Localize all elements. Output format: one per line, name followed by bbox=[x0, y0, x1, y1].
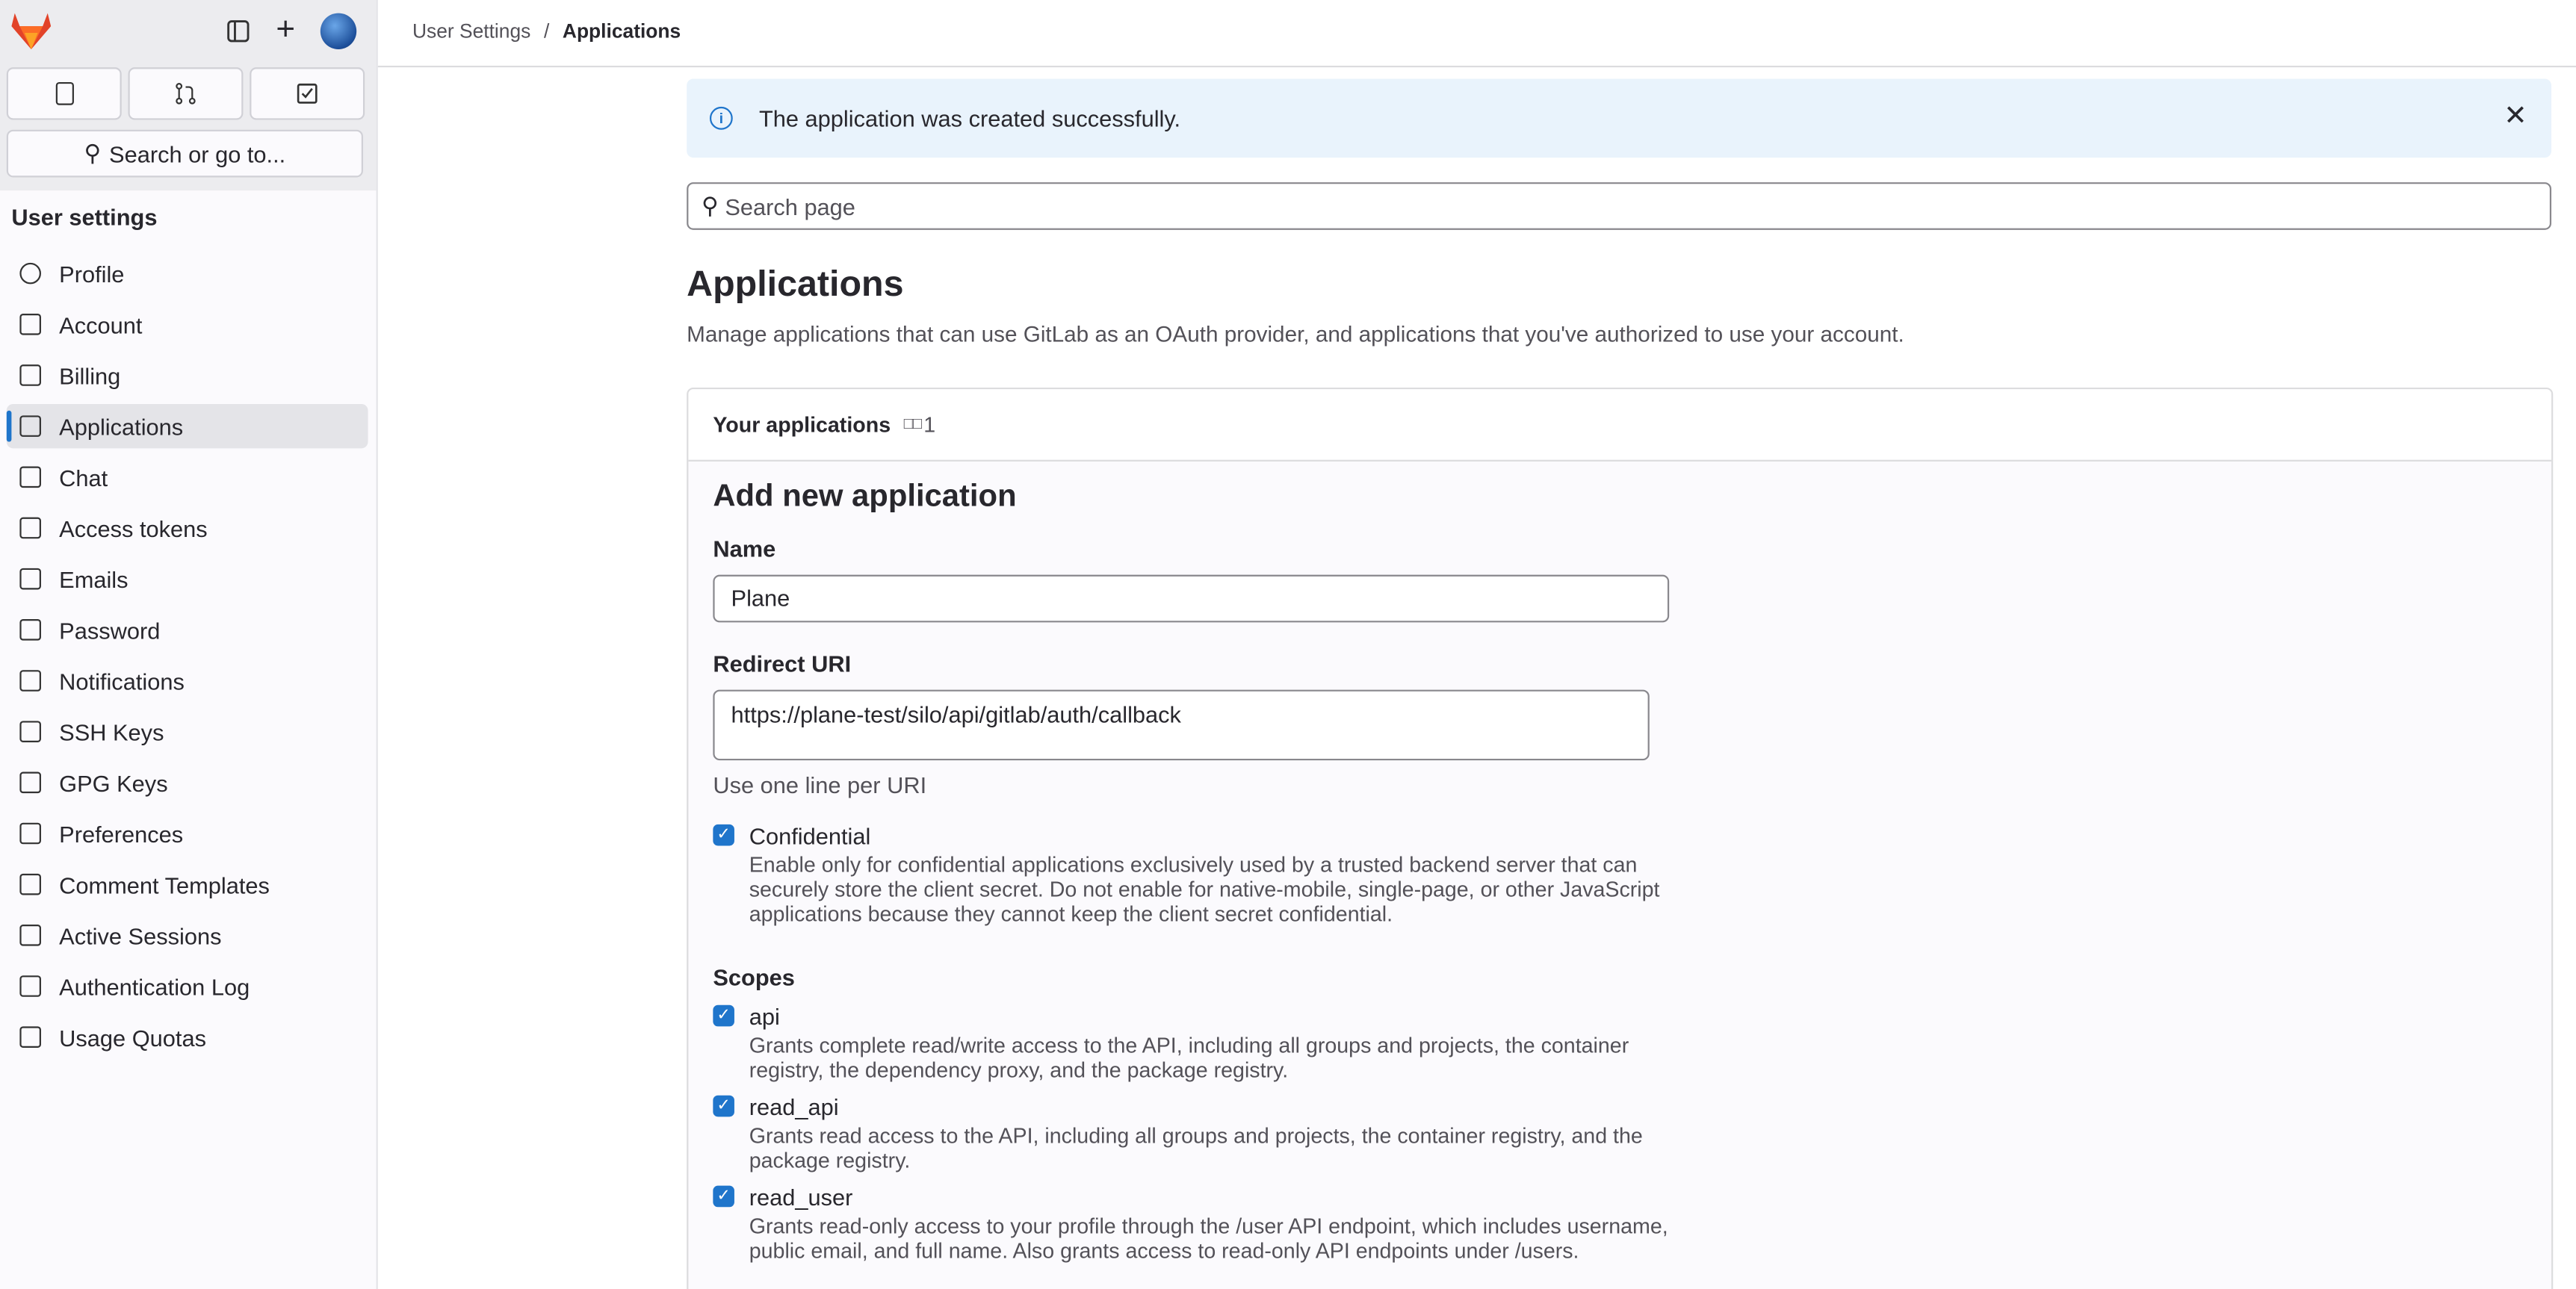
page-description: Manage applications that can use GitLab as an OAuth provider, and applications that you've authorized to use your account. bbox=[687, 322, 1904, 347]
sidebar bbox=[0, 0, 378, 1289]
page-search-input[interactable] bbox=[687, 182, 2551, 230]
sidebar-item-chat[interactable] bbox=[7, 455, 368, 499]
plus-icon[interactable]: + bbox=[276, 11, 296, 48]
sidebar-item-label: Applications bbox=[59, 413, 184, 440]
scope-description: Grants complete read/write access to the API, including all groups and projects, the container registry, the dependency proxy, and the package registry. bbox=[749, 1033, 1629, 1083]
breadcrumb bbox=[412, 19, 681, 43]
sidebar-item-label: Password bbox=[59, 616, 161, 643]
todo-icon bbox=[296, 82, 319, 105]
redirect-uri-textarea[interactable]: https://plane-test/silo/api/gitlab/auth/callback bbox=[713, 690, 1649, 761]
billing-icon bbox=[16, 362, 43, 388]
sidebar-item-label: Billing bbox=[59, 361, 121, 389]
applications-card bbox=[687, 388, 2553, 1289]
top-bar bbox=[378, 0, 2576, 67]
lock-icon bbox=[16, 617, 43, 643]
scope-api-checkbox[interactable] bbox=[713, 1005, 734, 1027]
preferences-icon bbox=[16, 820, 43, 846]
check-icon: ✓ bbox=[716, 1187, 731, 1206]
sidebar-item-label: Active Sessions bbox=[59, 922, 222, 948]
sidebar-item-password[interactable] bbox=[7, 608, 368, 652]
sidebar-item-label: Authentication Log bbox=[59, 972, 250, 1000]
sidebar-item-notifications[interactable] bbox=[7, 659, 368, 703]
confidential-label: Confidential bbox=[749, 822, 871, 849]
info-icon: i bbox=[710, 107, 733, 130]
sidebar-item-label: Chat bbox=[59, 464, 108, 491]
global-search-button[interactable]: ⚲ Search or go to... bbox=[7, 130, 363, 178]
scopes-label: Scopes bbox=[713, 963, 795, 990]
bell-icon bbox=[16, 668, 43, 694]
sidebar-item-label: GPG Keys bbox=[59, 769, 168, 796]
card-title: Your applications bbox=[713, 411, 891, 437]
breadcrumb-separator: / bbox=[543, 19, 550, 43]
sidebar-item-ssh-keys[interactable] bbox=[7, 709, 368, 754]
token-icon bbox=[16, 515, 43, 541]
key-icon bbox=[16, 718, 43, 745]
sidebar-toggle-icon[interactable] bbox=[226, 19, 250, 43]
alert-message: The application was created successfully. bbox=[758, 105, 1181, 131]
scope-read_user-checkbox[interactable] bbox=[713, 1186, 734, 1208]
page-title: Applications bbox=[687, 262, 904, 304]
sidebar-item-label: Account bbox=[59, 311, 143, 338]
applications-icon: □□ bbox=[903, 415, 920, 434]
form-title: Add new application bbox=[713, 479, 1017, 515]
breadcrumb-parent[interactable]: User Settings bbox=[412, 19, 531, 43]
sidebar-item-label: Access tokens bbox=[59, 515, 208, 541]
applications-icon bbox=[16, 413, 43, 439]
sidebar-item-access-tokens[interactable] bbox=[7, 506, 368, 550]
check-icon: ✓ bbox=[716, 1006, 731, 1025]
confidential-description: Enable only for confidential applications exclusively used by a trusted backend server that can securely store the client secret. Do not enable for native-mobile, single-page, or other JavaScript applications because they cannot keep the client secret confidential. bbox=[749, 852, 1660, 927]
scope-description: Grants read-only access to your profile through the /user API endpoint, which includes username, public email, and full name. Also grants access to read-only API endpoints under /users. bbox=[749, 1214, 1668, 1264]
quota-icon bbox=[16, 1024, 43, 1050]
scope-read_api-checkbox[interactable] bbox=[713, 1096, 734, 1117]
sidebar-item-label: Preferences bbox=[59, 820, 184, 847]
name-input[interactable]: Plane bbox=[713, 575, 1669, 623]
sidebar-item-account[interactable] bbox=[7, 302, 368, 347]
issues-button[interactable] bbox=[7, 67, 122, 119]
mail-icon bbox=[16, 566, 43, 592]
scope-description: Grants read access to the API, including all groups and projects, the container registry, and the package registry. bbox=[749, 1123, 1643, 1173]
merge-request-icon bbox=[174, 82, 197, 105]
sidebar-item-emails[interactable] bbox=[7, 556, 368, 600]
log-icon bbox=[16, 973, 43, 999]
sidebar-item-label: SSH Keys bbox=[59, 718, 164, 745]
profile-icon bbox=[16, 261, 43, 287]
sidebar-item-billing[interactable] bbox=[7, 353, 368, 397]
sidebar-item-comment-templates[interactable] bbox=[7, 862, 368, 906]
comment-icon bbox=[16, 872, 43, 898]
close-icon[interactable]: ✕ bbox=[2504, 100, 2527, 131]
sidebar-item-applications[interactable] bbox=[7, 404, 368, 448]
breadcrumb-current[interactable]: Applications bbox=[562, 19, 681, 43]
monitor-icon bbox=[16, 922, 43, 948]
success-alert bbox=[687, 79, 2551, 158]
applications-count: 1 bbox=[923, 411, 936, 437]
sidebar-item-label: Profile bbox=[59, 260, 125, 287]
confidential-checkbox[interactable] bbox=[713, 824, 734, 846]
sidebar-item-label: Notifications bbox=[59, 667, 185, 695]
redirect-uri-help: Use one line per URI bbox=[713, 771, 927, 798]
issues-icon bbox=[55, 82, 73, 105]
sidebar-item-authentication-log[interactable] bbox=[7, 964, 368, 1008]
redirect-uri-label: Redirect URI bbox=[713, 650, 852, 677]
sidebar-item-profile[interactable] bbox=[7, 251, 368, 295]
search-icon: ⚲ bbox=[701, 192, 719, 219]
sidebar-item-label: Emails bbox=[59, 565, 129, 592]
sidebar-item-label: Comment Templates bbox=[59, 871, 270, 898]
todos-button[interactable] bbox=[250, 67, 365, 119]
search-icon: ⚲ bbox=[84, 139, 102, 167]
sidebar-item-preferences[interactable] bbox=[7, 811, 368, 855]
key-icon bbox=[16, 769, 43, 795]
scope-name: read_user bbox=[749, 1184, 853, 1211]
gitlab-logo[interactable] bbox=[11, 13, 51, 49]
sidebar-item-usage-quotas[interactable] bbox=[7, 1015, 368, 1059]
sidebar-item-active-sessions[interactable] bbox=[7, 913, 368, 957]
check-icon: ✓ bbox=[716, 826, 731, 845]
card-header bbox=[688, 389, 2551, 462]
avatar[interactable] bbox=[321, 13, 356, 49]
account-icon bbox=[16, 311, 43, 338]
scope-name: read_api bbox=[749, 1093, 839, 1120]
check-icon: ✓ bbox=[716, 1096, 731, 1116]
name-label: Name bbox=[713, 535, 776, 562]
page-search-placeholder: Search page bbox=[725, 193, 855, 220]
chat-icon bbox=[16, 464, 43, 490]
sidebar-section-title: User settings bbox=[11, 203, 158, 230]
merge-requests-button[interactable] bbox=[129, 67, 244, 119]
sidebar-item-gpg-keys[interactable] bbox=[7, 760, 368, 804]
sidebar-item-label: Usage Quotas bbox=[59, 1024, 206, 1051]
scope-name: api bbox=[749, 1003, 780, 1030]
